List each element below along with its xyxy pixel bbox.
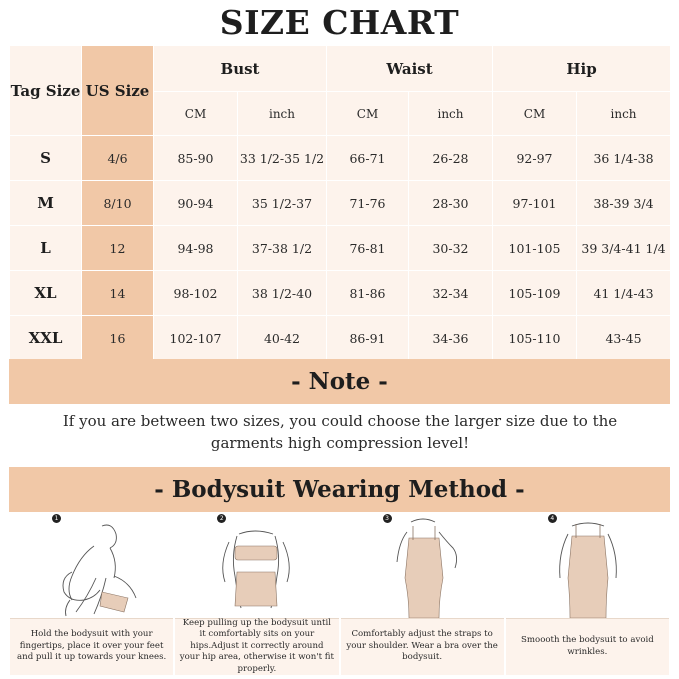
step-number-badge: 1 [52, 514, 61, 523]
step-caption: Comfortably adjust the straps to your shoulder. Wear a bra over the bodysuit. [346, 629, 498, 663]
header-us-size: US Size [82, 46, 154, 136]
table-row [10, 136, 671, 181]
us-size-cell: 12 [82, 226, 154, 271]
waist-inch-cell: 26-28 [409, 136, 493, 181]
tag-size-cell: XL [10, 271, 82, 316]
table-row [10, 316, 671, 361]
step-number-badge: 4 [548, 514, 557, 523]
step-number-badge: 2 [217, 514, 226, 523]
header-bust-inch: inch [238, 92, 327, 136]
bust-inch-cell: 35 1/2-37 [238, 181, 327, 226]
size-chart-table [9, 45, 671, 361]
method-steps [9, 512, 670, 675]
tag-size-cell: S [10, 136, 82, 181]
waist-inch-cell: 32-34 [409, 271, 493, 316]
hip-inch-cell: 36 1/4-38 [577, 136, 671, 181]
header-waist: Waist [327, 46, 493, 92]
hip-inch-cell: 38-39 3/4 [577, 181, 671, 226]
method-heading: - Bodysuit Wearing Method - [9, 467, 670, 512]
waist-cm-cell: 81-86 [327, 271, 409, 316]
header-hip: Hip [493, 46, 671, 92]
tag-size-cell: M [10, 181, 82, 226]
tag-size-cell: XXL [10, 316, 82, 361]
header-bust: Bust [154, 46, 327, 92]
woman-adjusting-straps-icon [341, 512, 505, 618]
header-waist-cm: CM [327, 92, 409, 136]
step-3-illustration [341, 512, 504, 619]
us-size-cell: 8/10 [82, 181, 154, 226]
note-text: If you are between two sizes, you could choose the larger size due to the garments high compression level! [62, 412, 618, 452]
waist-inch-cell: 30-32 [409, 226, 493, 271]
step-1 [9, 512, 174, 675]
bust-cm-cell: 85-90 [154, 136, 238, 181]
bust-cm-cell: 98-102 [154, 271, 238, 316]
header-hip-inch: inch [577, 92, 671, 136]
bust-cm-cell: 102-107 [154, 316, 238, 361]
waist-cm-cell: 76-81 [327, 226, 409, 271]
waist-inch-cell: 28-30 [409, 181, 493, 226]
step-2 [174, 512, 339, 675]
header-hip-cm: CM [493, 92, 577, 136]
step-caption: Smoooth the bodysuit to avoid wrinkles. [520, 635, 654, 657]
table-row [10, 271, 671, 316]
bust-cm-cell: 94-98 [154, 226, 238, 271]
step-caption: Keep pulling up the bodysuit until it comfortably sits on your hips.Adjust it correctly around your hip area, otherwise it won't fit properly. [179, 617, 334, 674]
header-waist-inch: inch [409, 92, 493, 136]
table-row [10, 226, 671, 271]
hip-cm-cell: 101-105 [493, 226, 577, 271]
header-bust-cm: CM [154, 92, 238, 136]
waist-cm-cell: 86-91 [327, 316, 409, 361]
seated-woman-pulling-garment-icon [10, 512, 174, 618]
step-1-illustration [10, 512, 173, 619]
woman-pulling-up-garment-icon [175, 512, 339, 618]
hip-cm-cell: 97-101 [493, 181, 577, 226]
bust-cm-cell: 90-94 [154, 181, 238, 226]
step-4-illustration [506, 512, 669, 619]
waist-inch-cell: 34-36 [409, 316, 493, 361]
page-title: SIZE CHART [219, 3, 460, 42]
hip-cm-cell: 92-97 [493, 136, 577, 181]
bust-inch-cell: 37-38 1/2 [238, 226, 327, 271]
bust-inch-cell: 33 1/2-35 1/2 [238, 136, 327, 181]
hip-cm-cell: 105-109 [493, 271, 577, 316]
us-size-cell: 4/6 [82, 136, 154, 181]
bust-inch-cell: 40-42 [238, 316, 327, 361]
waist-cm-cell: 71-76 [327, 181, 409, 226]
bust-inch-cell: 38 1/2-40 [238, 271, 327, 316]
step-3 [340, 512, 505, 675]
us-size-cell: 16 [82, 316, 154, 361]
tag-size-cell: L [10, 226, 82, 271]
hip-inch-cell: 39 3/4-41 1/4 [577, 226, 671, 271]
step-4 [505, 512, 670, 675]
waist-cm-cell: 66-71 [327, 136, 409, 181]
hip-inch-cell: 43-45 [577, 316, 671, 361]
header-tag-size: Tag Size [10, 46, 82, 136]
step-caption: Hold the bodysuit with your fingertips, place it over your feet and pull it up towards your knees. [17, 629, 167, 663]
step-number-badge: 3 [383, 514, 392, 523]
us-size-cell: 14 [82, 271, 154, 316]
step-2-illustration [175, 512, 338, 619]
woman-wearing-bodysuit-icon [506, 512, 670, 618]
note-heading: - Note - [9, 359, 670, 404]
hip-inch-cell: 41 1/4-43 [577, 271, 671, 316]
table-row [10, 181, 671, 226]
hip-cm-cell: 105-110 [493, 316, 577, 361]
